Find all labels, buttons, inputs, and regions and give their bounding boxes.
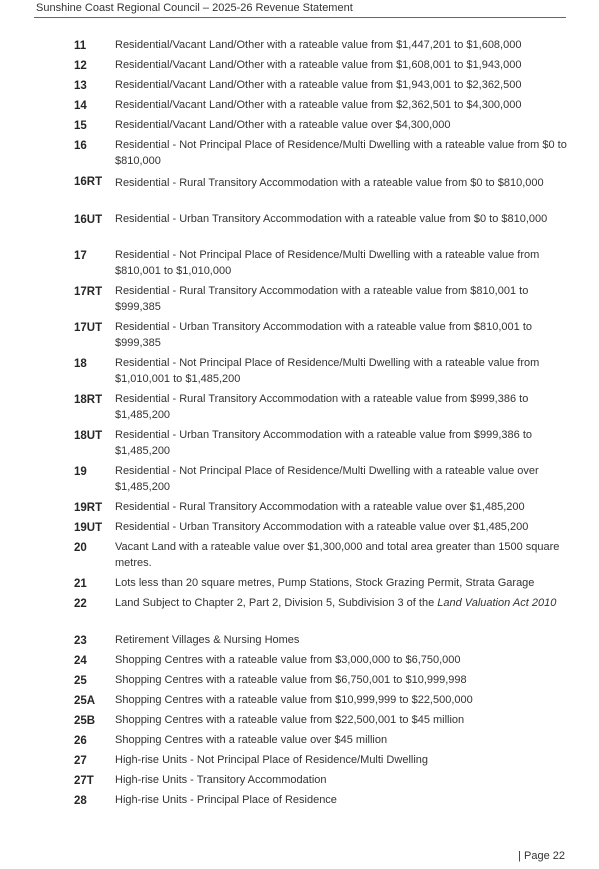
category-row bbox=[74, 283, 570, 319]
category-code: 19 bbox=[74, 466, 87, 478]
category-description: High-rise Units - Transitory Accommodation bbox=[115, 774, 327, 786]
category-description: Residential - Urban Transitory Accommodation with a rateable value from $810,001 to $999,385 bbox=[115, 321, 532, 349]
category-description: Residential - Rural Transitory Accommodation with a rateable value over $1,485,200 bbox=[115, 501, 525, 513]
category-row bbox=[74, 57, 570, 77]
category-row bbox=[74, 792, 570, 812]
category-description: Residential - Not Principal Place of Residence/Multi Dwelling with a rateable value over $1,485,200 bbox=[115, 465, 539, 493]
category-description: High-rise Units - Not Principal Place of Residence/Multi Dwelling bbox=[115, 754, 429, 766]
category-row bbox=[74, 752, 570, 772]
category-row bbox=[74, 211, 570, 247]
category-description: Residential/Vacant Land/Other with a rateable value from $2,362,501 to $4,300,000 bbox=[115, 99, 522, 111]
category-row bbox=[74, 575, 570, 595]
category-description: Residential/Vacant Land/Other with a rateable value over $4,300,000 bbox=[115, 119, 451, 131]
category-row bbox=[74, 117, 570, 137]
category-row bbox=[74, 595, 570, 632]
category-code: 17 bbox=[74, 250, 87, 262]
category-code: 16UT bbox=[74, 214, 103, 226]
category-code: 19RT bbox=[74, 502, 103, 514]
category-description: Vacant Land with a rateable value over $1,300,000 and total area greater than 1500 square metres. bbox=[115, 541, 560, 569]
category-description: High-rise Units - Principal Place of Residence bbox=[115, 794, 337, 806]
category-code: 15 bbox=[74, 120, 87, 132]
category-code: 11 bbox=[74, 40, 87, 52]
category-code: 18UT bbox=[74, 430, 103, 442]
category-code: 25B bbox=[74, 715, 96, 727]
category-description: Lots less than 20 square metres, Pump Stations, Stock Grazing Permit, Strata Garage bbox=[115, 577, 535, 589]
category-description bbox=[115, 595, 570, 611]
category-row bbox=[74, 137, 570, 173]
category-description: Shopping Centres with a rateable value over $45 million bbox=[115, 734, 388, 746]
category-row bbox=[74, 173, 570, 211]
category-code: 22 bbox=[74, 598, 87, 610]
category-row bbox=[74, 247, 570, 283]
category-row bbox=[74, 97, 570, 117]
category-description: Residential - Not Principal Place of Residence/Multi Dwelling with a rateable value from $810,001 to $1,010,000 bbox=[115, 249, 540, 277]
category-row bbox=[74, 37, 570, 57]
category-code: 12 bbox=[74, 60, 87, 72]
page-number: | Page 22 bbox=[518, 850, 565, 862]
category-code: 16RT bbox=[74, 176, 103, 188]
category-code: 25A bbox=[74, 695, 96, 707]
document-header: Sunshine Coast Regional Council – 2025-26 Revenue Statement bbox=[36, 2, 353, 14]
description-text: Land Subject to Chapter 2, Part 2, Division 5, Subdivision 3 of the bbox=[115, 597, 438, 609]
category-code: 24 bbox=[74, 655, 87, 667]
category-row bbox=[74, 519, 570, 539]
category-code: 27 bbox=[74, 755, 87, 767]
category-description: Residential - Urban Transitory Accommodation with a rateable value from $999,386 to $1,485,200 bbox=[115, 429, 532, 457]
category-description: Residential - Not Principal Place of Residence/Multi Dwelling with a rateable value from $0 to $810,000 bbox=[115, 139, 567, 167]
category-row bbox=[74, 672, 570, 692]
category-row bbox=[74, 712, 570, 732]
category-row bbox=[74, 77, 570, 97]
category-row bbox=[74, 499, 570, 519]
category-code: 28 bbox=[74, 795, 87, 807]
category-row bbox=[74, 319, 570, 355]
header-rule bbox=[34, 17, 566, 18]
category-code: 17RT bbox=[74, 286, 103, 298]
category-description: Shopping Centres with a rateable value from $6,750,001 to $10,999,998 bbox=[115, 674, 467, 686]
category-description: Residential - Urban Transitory Accommodation with a rateable value from $0 to $810,000 bbox=[115, 213, 548, 225]
category-code: 21 bbox=[74, 578, 87, 590]
category-description: Shopping Centres with a rateable value from $10,999,999 to $22,500,000 bbox=[115, 694, 473, 706]
category-description: Retirement Villages & Nursing Homes bbox=[115, 634, 300, 646]
category-code: 23 bbox=[74, 635, 87, 647]
category-code: 25 bbox=[74, 675, 87, 687]
category-row bbox=[74, 652, 570, 672]
category-description: Shopping Centres with a rateable value from $3,000,000 to $6,750,000 bbox=[115, 654, 461, 666]
category-code: 20 bbox=[74, 542, 87, 554]
category-description: Residential/Vacant Land/Other with a rateable value from $1,943,001 to $2,362,500 bbox=[115, 79, 522, 91]
category-description: Residential - Urban Transitory Accommodation with a rateable value over $1,485,200 bbox=[115, 521, 529, 533]
category-row bbox=[74, 391, 570, 427]
category-row bbox=[74, 732, 570, 752]
category-description: Residential - Rural Transitory Accommodation with a rateable value from $999,386 to $1,485,200 bbox=[115, 393, 529, 421]
category-code: 18RT bbox=[74, 394, 103, 406]
category-description: Residential/Vacant Land/Other with a rateable value from $1,608,001 to $1,943,000 bbox=[115, 59, 522, 71]
category-row bbox=[74, 463, 570, 499]
category-code: 14 bbox=[74, 100, 87, 112]
rating-category-table bbox=[74, 37, 570, 812]
category-description: Residential - Not Principal Place of Residence/Multi Dwelling with a rateable value from $1,010,001 to $1,485,200 bbox=[115, 357, 540, 385]
category-description: Residential - Rural Transitory Accommodation with a rateable value from $0 to $810,000 bbox=[115, 177, 544, 189]
category-row bbox=[74, 427, 570, 463]
category-code: 13 bbox=[74, 80, 87, 92]
category-row bbox=[74, 539, 570, 575]
category-row bbox=[74, 772, 570, 792]
category-code: 26 bbox=[74, 735, 87, 747]
act-title: Land Valuation Act 2010 bbox=[437, 597, 557, 609]
category-code: 19UT bbox=[74, 522, 103, 534]
category-code: 17UT bbox=[74, 322, 103, 334]
category-code: 18 bbox=[74, 358, 87, 370]
category-code: 27T bbox=[74, 775, 94, 787]
category-row bbox=[74, 692, 570, 712]
category-description: Residential/Vacant Land/Other with a rateable value from $1,447,201 to $1,608,000 bbox=[115, 39, 522, 51]
category-row bbox=[74, 632, 570, 652]
category-row bbox=[74, 355, 570, 391]
category-description: Shopping Centres with a rateable value from $22,500,001 to $45 million bbox=[115, 714, 465, 726]
category-code: 16 bbox=[74, 140, 87, 152]
category-description: Residential - Rural Transitory Accommodation with a rateable value from $810,001 to $999,385 bbox=[115, 285, 529, 313]
